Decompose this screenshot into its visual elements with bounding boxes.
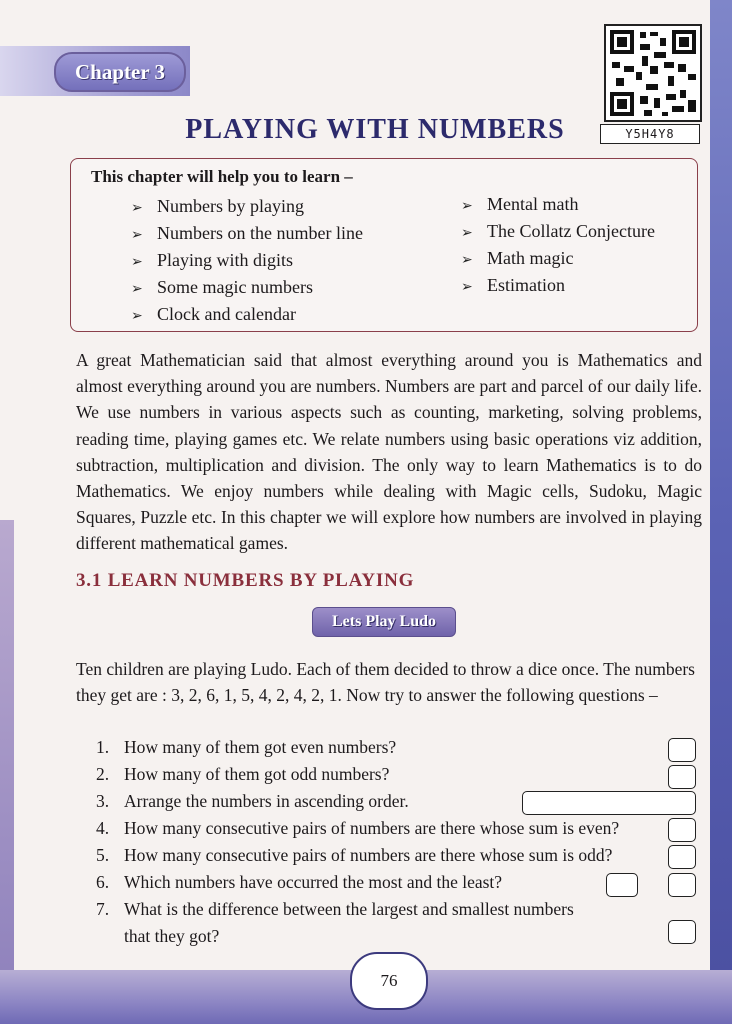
question-text: How many consecutive pairs of numbers are there whose sum is even? [124,818,620,838]
learn-list-right [461,191,655,299]
answer-box-6a[interactable] [606,873,638,897]
activity-label: Lets Play Ludo [312,607,456,637]
arrow-bullet-icon: ➢ [131,228,143,243]
arrow-bullet-icon: ➢ [461,226,473,241]
qr-code-icon[interactable] [604,24,702,122]
question-number: 4. [96,818,110,838]
arrow-bullet-icon: ➢ [461,199,473,214]
learn-item [461,218,655,245]
learn-item-label: Numbers by playing [157,196,304,216]
question-list [96,734,706,950]
answer-box-3[interactable] [522,791,696,815]
page-edge-right [710,0,732,1024]
learn-item-label: Playing with digits [157,250,294,270]
learn-item [461,191,655,218]
question-number: 1. [96,737,110,757]
question-item [96,734,706,761]
page-edge-left [0,520,14,1024]
arrow-bullet-icon: ➢ [461,280,473,295]
learn-item [461,272,655,299]
answer-box-5[interactable] [668,845,696,869]
learn-item-label: Clock and calendar [157,304,296,324]
question-continuation: that they got? [124,926,220,946]
question-text: How many consecutive pairs of numbers are there whose sum is odd? [124,845,613,865]
question-number: 6. [96,872,110,892]
learn-list-left [131,193,363,328]
learn-item-label: The Collatz Conjecture [487,221,655,241]
learn-item-label: Some magic numbers [157,277,313,297]
question-number: 3. [96,791,110,811]
answer-box-7[interactable] [668,920,696,944]
question-item [96,815,706,842]
arrow-bullet-icon: ➢ [131,282,143,297]
answer-box-4[interactable] [668,818,696,842]
arrow-bullet-icon: ➢ [131,255,143,270]
learn-item [131,274,363,301]
question-text: Which numbers have occurred the most and the least? [124,872,503,892]
answer-box-1[interactable] [668,738,696,762]
question-text: How many of them got even numbers? [124,737,397,757]
question-item [96,842,706,869]
question-number: 5. [96,845,110,865]
arrow-bullet-icon: ➢ [461,253,473,268]
learn-item [131,193,363,220]
qr-code-label: Y5H4Y8 [600,124,700,144]
question-number: 7. [96,899,110,919]
answer-box-6b[interactable] [668,873,696,897]
page-title: PLAYING WITH NUMBERS [185,114,565,145]
activity-intro: Ten children are playing Ludo. Each of them decided to throw a dice once. The numbers they get are : 3, 2, 6, 1, 5, 4, 2, 4, 2, 1. Now try to answer the following questions – [76,659,695,705]
learn-item [131,301,363,328]
answer-box-2[interactable] [668,765,696,789]
question-number: 2. [96,764,110,784]
chapter-label: Chapter 3 [54,52,186,92]
learn-heading: This chapter will help you to learn – [91,167,353,186]
question-text: What is the difference between the largest and smallest numbers [124,899,574,919]
learn-item [131,220,363,247]
arrow-bullet-icon: ➢ [131,201,143,216]
question-text: Arrange the numbers in ascending order. [124,791,409,811]
learn-item-label: Estimation [487,275,565,295]
intro-paragraph: A great Mathematician said that almost everything around you is Mathematics and almost everything around you are numbers. Numbers are part and parcel of our daily life. We use numbers in various aspects such as counting, marketing, solving problems, reading time, playing games etc. We relate numbers using basic operations viz addition, subtraction, multiplication and division. The only way to learn Mathematics is to do Mathematics. We enjoy numbers while dealing with Magic cells, Sudoku, Magic Squares, Puzzle etc. In this chapter we will explore how numbers are involved in playing different mathematical games. [76,350,702,554]
question-item [96,896,706,923]
page-number: 76 [350,952,428,1010]
learning-objectives-box [70,158,698,332]
learn-item-label: Math magic [487,248,574,268]
qr-pattern [606,26,700,120]
learn-item [461,245,655,272]
question-text: How many of them got odd numbers? [124,764,390,784]
learn-item [131,247,363,274]
learn-item-label: Numbers on the number line [157,223,363,243]
section-heading: 3.1 LEARN NUMBERS BY PLAYING [76,570,415,591]
arrow-bullet-icon: ➢ [131,309,143,324]
question-item [96,761,706,788]
learn-item-label: Mental math [487,194,579,214]
